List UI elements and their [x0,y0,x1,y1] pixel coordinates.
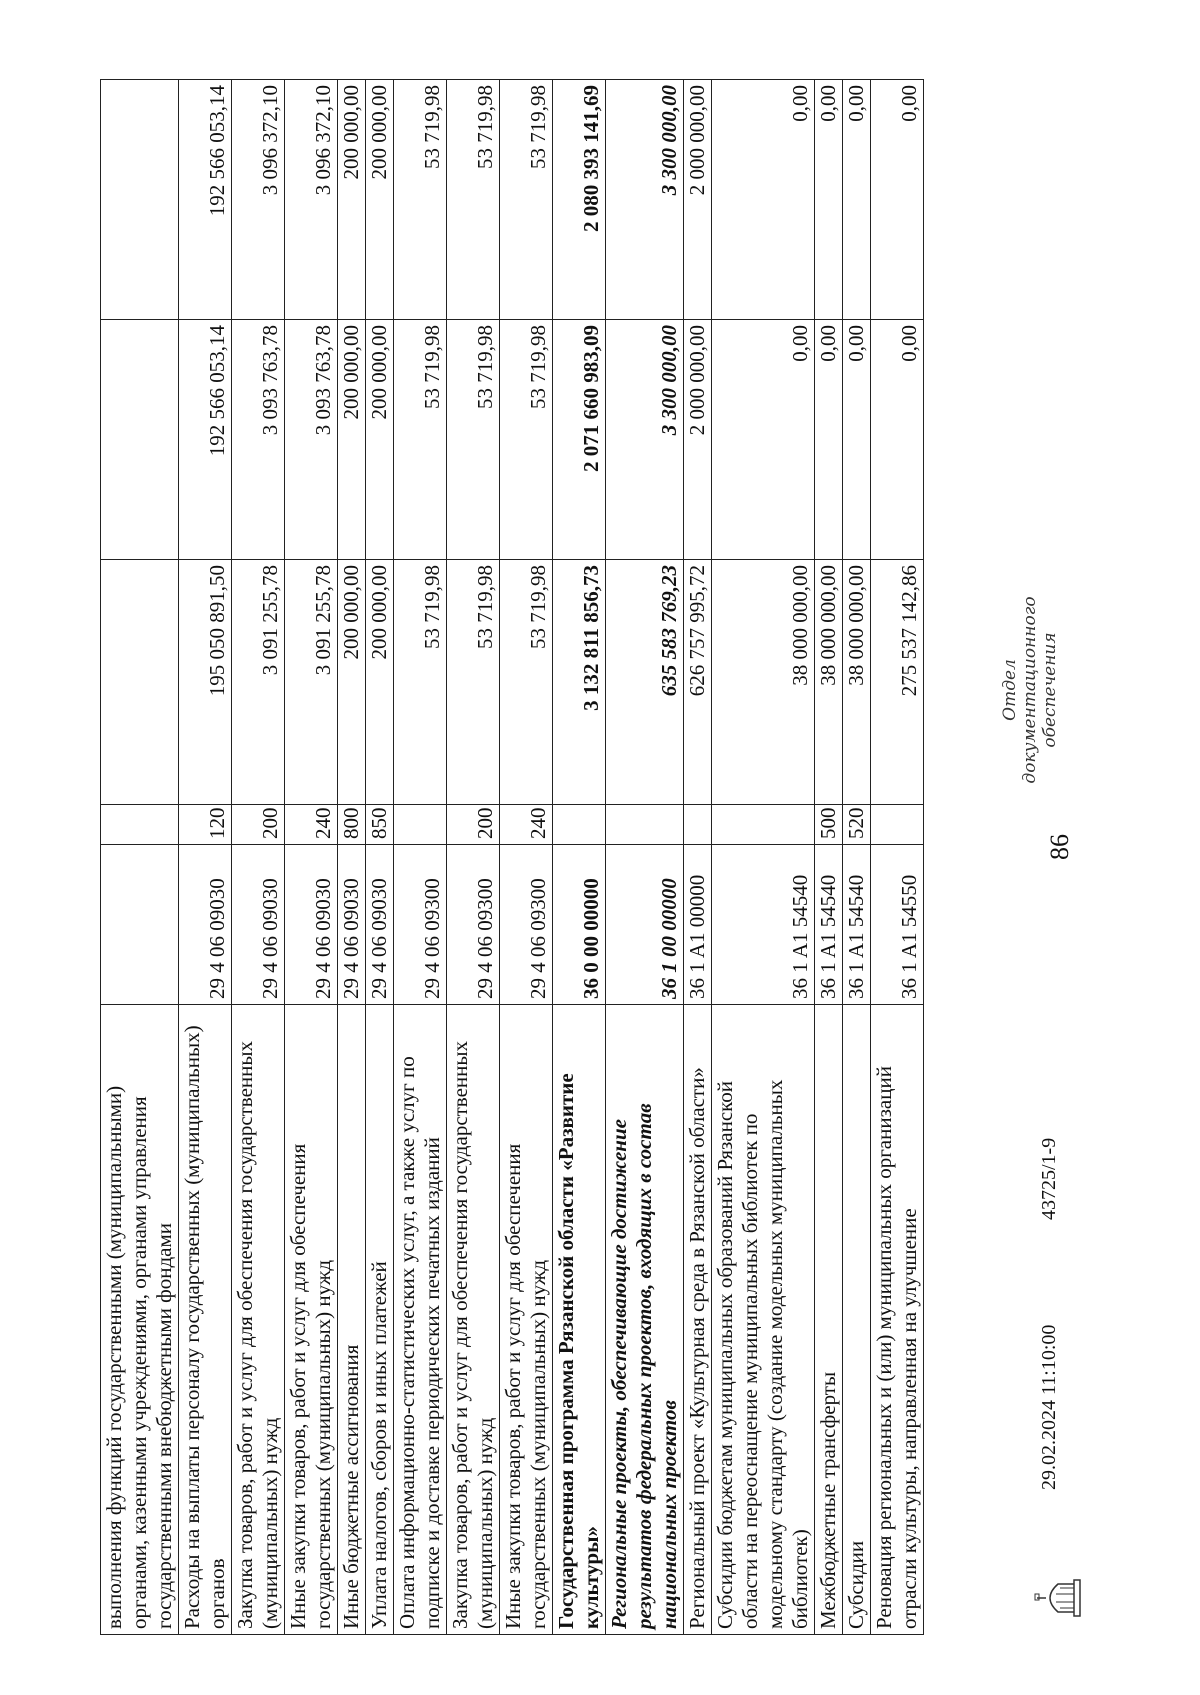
row-amount-2025-cell: 0,00 [843,320,871,560]
row-code-cell: 29 4 06 09030 [338,845,366,1005]
row-amount-2026-cell: 2 000 000,00 [684,80,712,320]
row-amount-2026-cell [101,80,179,320]
table-row [232,80,285,1635]
row-amount-2024-cell: 200 000,00 [366,560,394,805]
row-amount-2025-cell: 3 093 763,78 [285,320,338,560]
row-expense-type-cell [684,805,712,845]
row-amount-2024-cell: 53 719,98 [500,560,553,805]
row-amount-2024-cell: 38 000 000,00 [712,560,815,805]
row-amount-2024-cell: 195 050 891,50 [179,560,232,805]
table-row [394,80,447,1635]
row-code-cell: 36 1 A1 54540 [815,845,843,1005]
row-name-cell: Межбюджетные трансферты [815,1005,843,1635]
row-amount-2025-cell: 200 000,00 [366,320,394,560]
row-amount-2026-cell: 0,00 [871,80,924,320]
row-amount-2025-cell: 2 071 660 983,09 [553,320,606,560]
row-amount-2026-cell: 0,00 [712,80,815,320]
row-name-cell: Оплата информационно-статистических услуг, а также услуг по подписке и доставке периодических печатных изданий [394,1005,447,1635]
table-row [843,80,871,1635]
row-amount-2024-cell: 53 719,98 [447,560,500,805]
row-amount-2026-cell: 2 080 393 141,69 [553,80,606,320]
table-row [366,80,394,1635]
table-row [712,80,815,1635]
row-expense-type-cell [101,805,179,845]
row-amount-2025-cell [101,320,179,560]
row-amount-2026-cell: 3 096 372,10 [232,80,285,320]
row-amount-2026-cell: 3 300 000,00 [606,80,684,320]
row-amount-2026-cell: 192 566 053,14 [179,80,232,320]
row-amount-2025-cell: 192 566 053,14 [179,320,232,560]
table-row [500,80,553,1635]
department-stamp [1000,570,1060,810]
row-amount-2026-cell: 53 719,98 [500,80,553,320]
row-expense-type-cell: 850 [366,805,394,845]
row-expense-type-cell [553,805,606,845]
table-row [684,80,712,1635]
row-amount-2024-cell [101,560,179,805]
table-row [447,80,500,1635]
row-expense-type-cell [871,805,924,845]
table-row [553,80,606,1635]
stamp-line-2: обеспечения [1040,632,1060,748]
row-expense-type-cell [394,805,447,845]
row-code-cell: 29 4 06 09300 [447,845,500,1005]
row-amount-2024-cell: 626 757 995,72 [684,560,712,805]
row-amount-2026-cell: 0,00 [815,80,843,320]
row-expense-type-cell: 500 [815,805,843,845]
row-code-cell: 36 1 A1 54550 [871,845,924,1005]
row-expense-type-cell: 200 [447,805,500,845]
row-expense-type-cell: 240 [500,805,553,845]
row-amount-2024-cell: 3 091 255,78 [232,560,285,805]
row-amount-2026-cell: 53 719,98 [447,80,500,320]
row-amount-2024-cell: 275 537 142,86 [871,560,924,805]
row-code-cell [101,845,179,1005]
row-name-cell: Субсидии [843,1005,871,1635]
row-code-cell: 36 1 A1 00000 [684,845,712,1005]
row-amount-2024-cell: 635 583 769,23 [606,560,684,805]
table-row [871,80,924,1635]
duma-emblem-icon [1034,1574,1090,1622]
row-name-cell: Уплата налогов, сборов и иных платежей [366,1005,394,1635]
row-amount-2025-cell: 53 719,98 [500,320,553,560]
row-amount-2026-cell: 3 096 372,10 [285,80,338,320]
row-code-cell: 36 1 00 00000 [606,845,684,1005]
row-code-cell: 29 4 06 09030 [366,845,394,1005]
row-code-cell: 29 4 06 09030 [232,845,285,1005]
row-amount-2025-cell: 3 093 763,78 [232,320,285,560]
row-name-cell: Региональный проект «Культурная среда в Рязанской области» [684,1005,712,1635]
row-amount-2025-cell: 53 719,98 [447,320,500,560]
table-row [179,80,232,1635]
row-code-cell: 29 4 06 09300 [500,845,553,1005]
row-name-cell: Региональные проекты, обеспечивающие достижение результатов федеральных проектов, входящих в состав национальных проектов [606,1005,684,1635]
table-row [285,80,338,1635]
row-expense-type-cell [712,805,815,845]
row-amount-2024-cell: 38 000 000,00 [815,560,843,805]
row-amount-2025-cell: 53 719,98 [394,320,447,560]
row-expense-type-cell [606,805,684,845]
row-expense-type-cell: 800 [338,805,366,845]
row-name-cell: Реновация региональных и (или) муниципальных организаций отрасли культуры, направленная на улучшение [871,1005,924,1635]
row-name-cell: Субсидии бюджетам муниципальных образований Рязанской области на переоснащение муниципальных библиотек по модельному стандарту (создание модельных муниципальных библиотек) [712,1005,815,1635]
stamp-line-1: Отдел документационного [1000,596,1040,784]
rotated-page [40,80,1080,1640]
row-code-cell: 29 4 06 09030 [179,845,232,1005]
row-code-cell: 29 4 06 09030 [285,845,338,1005]
row-expense-type-cell: 520 [843,805,871,845]
footer-datetime: 29.02.2024 11:10:00 [1038,1324,1060,1490]
row-amount-2025-cell: 0,00 [871,320,924,560]
row-code-cell: 36 1 A1 54540 [843,845,871,1005]
row-expense-type-cell: 120 [179,805,232,845]
row-amount-2024-cell: 200 000,00 [338,560,366,805]
row-amount-2026-cell: 200 000,00 [366,80,394,320]
row-amount-2024-cell: 38 000 000,00 [843,560,871,805]
row-name-cell: выполнения функций государственными (муниципальными) органами, казенными учреждениями, органами управления государственными внебюджетными фондами [101,1005,179,1635]
row-code-cell: 36 0 00 00000 [553,845,606,1005]
table-row [101,80,179,1635]
row-amount-2024-cell: 3 091 255,78 [285,560,338,805]
row-name-cell: Закупка товаров, работ и услуг для обеспечения государственных (муниципальных) нужд [447,1005,500,1635]
row-name-cell: Иные закупки товаров, работ и услуг для обеспечения государственных (муниципальных) нужд [500,1005,553,1635]
row-amount-2026-cell: 53 719,98 [394,80,447,320]
budget-table [100,79,924,1635]
row-expense-type-cell: 240 [285,805,338,845]
row-amount-2024-cell: 53 719,98 [394,560,447,805]
table-row [815,80,843,1635]
row-name-cell: Закупка товаров, работ и услуг для обеспечения государственных (муниципальных) нужд [232,1005,285,1635]
table-row [606,80,684,1635]
row-name-cell: Расходы на выплаты персоналу государственных (муниципальных) органов [179,1005,232,1635]
row-name-cell: Иные закупки товаров, работ и услуг для обеспечения государственных (муниципальных) нужд [285,1005,338,1635]
row-amount-2025-cell: 200 000,00 [338,320,366,560]
row-amount-2025-cell: 0,00 [712,320,815,560]
row-name-cell: Иные бюджетные ассигнования [338,1005,366,1635]
row-amount-2025-cell: 2 000 000,00 [684,320,712,560]
page-number: 86 [1045,834,1074,860]
row-amount-2026-cell: 0,00 [843,80,871,320]
row-expense-type-cell: 200 [232,805,285,845]
table-row [338,80,366,1635]
row-code-cell: 29 4 06 09300 [394,845,447,1005]
row-name-cell: Государственная программа Рязанской области «Развитие культуры» [553,1005,606,1635]
row-amount-2025-cell: 0,00 [815,320,843,560]
row-amount-2024-cell: 3 132 811 856,73 [553,560,606,805]
footer-doc-number: 43725/1-9 [1038,1137,1060,1220]
row-code-cell: 36 1 A1 54540 [712,845,815,1005]
row-amount-2026-cell: 200 000,00 [338,80,366,320]
row-amount-2025-cell: 3 300 000,00 [606,320,684,560]
